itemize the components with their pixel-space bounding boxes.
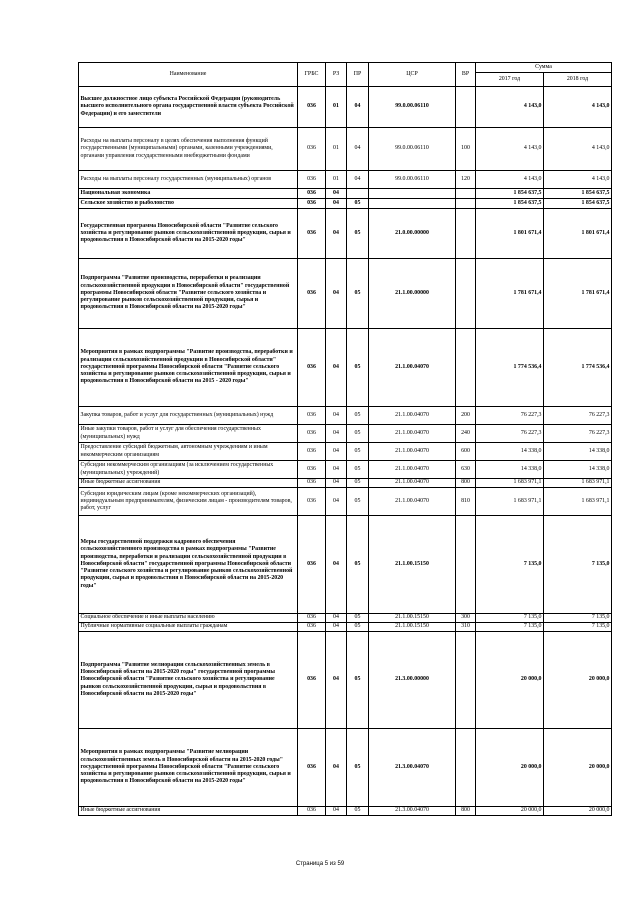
table-row [79,87,612,128]
cell-name: Расходы на выплаты персоналу в целях обеспечения выполнения функций государственными (муниципальными) органами, казенными учреждениями, органами управления государственными внебюджетными фондами [79,128,298,171]
cell-sum-2018: 1 854 637,5 [544,199,612,209]
cell-grbs: 036 [298,632,326,729]
cell-sum-2017: 20 000,0 [476,632,544,729]
cell-pr [347,189,369,199]
cell-vr [456,329,476,407]
cell-grbs: 036 [298,516,326,614]
cell-pr: 05 [347,407,369,425]
cell-csr: 99.0.00.06110 [369,87,456,128]
cell-csr: 99.0.00.06110 [369,171,456,189]
cell-rz: 04 [326,189,347,199]
cell-grbs: 036 [298,407,326,425]
budget-table [78,62,612,816]
cell-csr: 21.3.00.04070 [369,729,456,807]
cell-name: Меры государственной поддержки кадрового обеспечения сельскохозяйственного производства в рамках подпрограммы "Развитие производства, переработки и реализации сельскохозяйственной продукции в Новосибирской области" государственной программы Новосибирской области "Развитие сельского хозяйства и регулирование рынков сельскохозяйственной продукции, сырья и продовольствия в Новосибирской области на 2015-2020 годы" [79,516,298,614]
cell-grbs: 036 [298,623,326,632]
cell-sum-2017: 4 143,0 [476,128,544,171]
header-name: Наименование [79,63,298,87]
cell-sum-2017: 1 854 637,5 [476,199,544,209]
table-row [79,171,612,189]
cell-sum-2017: 1 801 671,4 [476,209,544,259]
cell-sum-2017: 4 143,0 [476,171,544,189]
header-vr: ВР [456,63,476,87]
cell-vr [456,189,476,199]
cell-rz: 04 [326,479,347,488]
cell-grbs: 036 [298,479,326,488]
table-row [79,516,612,614]
cell-name: Мероприятия в рамках подпрограммы "Развитие мелиорации сельскохозяйственных земель в Новосибирской области на 2015-2020 годы" государственной программы Новосибирской области "Развитие сельского хозяйства и регулирование рынков сельскохозяйственной продукции, сырья и продовольствия в Новосибирской области на 2015-2020 годы" [79,729,298,807]
cell-rz: 04 [326,632,347,729]
cell-vr [456,632,476,729]
cell-name: Сельское хозяйство и рыболовство [79,199,298,209]
cell-rz: 01 [326,128,347,171]
cell-sum-2018: 14 338,0 [544,461,612,479]
cell-name: Иные закупки товаров, работ и услуг для обеспечения государственных (муниципальных) нужд [79,425,298,443]
cell-sum-2018: 7 135,0 [544,623,612,632]
cell-rz: 04 [326,488,347,516]
cell-csr: 21.1.00.04070 [369,488,456,516]
header-sum: Сумма [476,63,612,73]
cell-vr: 600 [456,443,476,461]
table-row [79,807,612,816]
cell-sum-2017: 7 135,0 [476,614,544,623]
page-footer: Страница 5 из 59 [295,861,345,867]
cell-vr [456,209,476,259]
cell-csr: 21.0.00.00000 [369,209,456,259]
cell-pr: 05 [347,479,369,488]
table-row [79,488,612,516]
cell-csr: 21.1.00.04070 [369,443,456,461]
cell-vr: 310 [456,623,476,632]
header-grbs: ГРБС [298,63,326,87]
cell-sum-2017: 1 781 671,4 [476,259,544,329]
cell-pr: 05 [347,632,369,729]
cell-csr: 21.1.00.04070 [369,425,456,443]
cell-grbs: 036 [298,488,326,516]
cell-vr: 240 [456,425,476,443]
cell-rz: 04 [326,209,347,259]
cell-sum-2018: 1 683 971,1 [544,488,612,516]
cell-sum-2017: 14 338,0 [476,461,544,479]
table-row [79,614,612,623]
cell-sum-2018: 76 227,3 [544,407,612,425]
cell-name: Социальное обеспечение и иные выплаты населению [79,614,298,623]
cell-pr: 05 [347,516,369,614]
cell-sum-2017: 7 135,0 [476,516,544,614]
cell-name: Государственная программа Новосибирской области "Развитие сельского хозяйства и регулирование рынков сельскохозяйственной продукции, сырья и продовольствия в Новосибирской области на 2015-2020 годы" [79,209,298,259]
table-row [79,729,612,807]
cell-sum-2018: 14 338,0 [544,443,612,461]
cell-vr: 120 [456,171,476,189]
cell-pr: 05 [347,199,369,209]
cell-name: Субсидии юридическим лицам (кроме некоммерческих организаций), индивидуальным предпринимателям, физическим лицам - производителям товаров, работ, услуг [79,488,298,516]
cell-vr: 630 [456,461,476,479]
cell-pr: 05 [347,614,369,623]
cell-sum-2018: 1 801 671,4 [544,209,612,259]
cell-pr: 04 [347,87,369,128]
cell-rz: 04 [326,425,347,443]
cell-grbs: 036 [298,209,326,259]
cell-name: Публичные нормативные социальные выплаты гражданам [79,623,298,632]
cell-name: Высшее должностное лицо субъекта Российской Федерации (руководитель высшего исполнительного органа государственной власти субъекта Российской Федерации) и его заместители [79,87,298,128]
cell-sum-2018: 4 143,0 [544,128,612,171]
header-rz: РЗ [326,63,347,87]
table-row [79,329,612,407]
cell-sum-2017: 14 338,0 [476,443,544,461]
cell-name: Подпрограмма "Развитие мелиорации сельскохозяйственных земель в Новосибирской области на 2015-2020 годы" государственной программы Новосибирской области "Развитие сельского хозяйства и регулирование рынков сельскохозяйственной продукции, сырья и продовольствия в Новосибирской области на 2015-2020 годы" [79,632,298,729]
cell-vr [456,259,476,329]
cell-name: Национальная экономика [79,189,298,199]
cell-rz: 04 [326,461,347,479]
cell-grbs: 036 [298,128,326,171]
cell-sum-2017: 1 683 971,1 [476,488,544,516]
cell-csr [369,189,456,199]
header-year-2017: 2017 год [476,73,544,87]
cell-csr: 21.1.00.04070 [369,407,456,425]
table-body [79,87,612,816]
cell-vr: 300 [456,614,476,623]
cell-name: Мероприятия в рамках подпрограммы "Развитие производства, переработки и реализации сельскохозяйственной продукции в Новосибирской области" государственной программы Новосибирской области "Развитие сельского хозяйства и регулирование рынков сельскохозяйственной продукции, сырья и продовольствия в Новосибирской области на 2015 - 2020 годы" [79,329,298,407]
cell-pr: 05 [347,425,369,443]
cell-pr: 04 [347,171,369,189]
cell-pr: 05 [347,488,369,516]
cell-rz: 04 [326,259,347,329]
table-row [79,443,612,461]
table-row [79,199,612,209]
cell-sum-2018: 4 143,0 [544,171,612,189]
cell-sum-2018: 1 683 971,1 [544,479,612,488]
table-row [79,461,612,479]
cell-csr: 21.1.00.04070 [369,461,456,479]
cell-sum-2018: 1 854 637,5 [544,189,612,199]
cell-rz: 04 [326,807,347,816]
cell-pr: 04 [347,128,369,171]
header-year-2018: 2018 год [544,73,612,87]
cell-grbs: 036 [298,87,326,128]
table-row [79,479,612,488]
cell-sum-2018: 20 000,0 [544,729,612,807]
cell-csr [369,199,456,209]
table-row [79,128,612,171]
cell-csr: 21.1.00.15150 [369,516,456,614]
cell-name: Субсидии некоммерческим организациям (за исключением государственных (муниципальных) учреждений) [79,461,298,479]
cell-vr: 800 [456,807,476,816]
cell-pr: 05 [347,461,369,479]
cell-csr: 99.0.00.06110 [369,128,456,171]
cell-vr [456,516,476,614]
cell-grbs: 036 [298,329,326,407]
cell-sum-2018: 1 781 671,4 [544,259,612,329]
cell-csr: 21.1.00.00000 [369,259,456,329]
table-row [79,259,612,329]
cell-sum-2017: 76 227,3 [476,407,544,425]
cell-name: Иные бюджетные ассигнования [79,807,298,816]
cell-name: Предоставление субсидий бюджетным, автономным учреждениям и иным некоммерческим организациям [79,443,298,461]
cell-sum-2018: 4 143,0 [544,87,612,128]
cell-csr: 21.3.00.00000 [369,632,456,729]
cell-csr: 21.3.00.04070 [369,807,456,816]
table-row [79,407,612,425]
cell-csr: 21.1.00.04070 [369,329,456,407]
table-row [79,209,612,259]
cell-pr: 05 [347,623,369,632]
cell-pr: 05 [347,329,369,407]
cell-vr [456,87,476,128]
cell-rz: 04 [326,729,347,807]
cell-rz: 04 [326,329,347,407]
cell-grbs: 036 [298,807,326,816]
cell-sum-2017: 1 854 637,5 [476,189,544,199]
cell-rz: 04 [326,407,347,425]
cell-grbs: 036 [298,189,326,199]
cell-sum-2018: 7 135,0 [544,516,612,614]
cell-sum-2018: 1 774 536,4 [544,329,612,407]
cell-pr: 05 [347,729,369,807]
cell-sum-2017: 7 135,0 [476,623,544,632]
table-row [79,425,612,443]
cell-sum-2017: 1 683 971,1 [476,479,544,488]
cell-sum-2017: 1 774 536,4 [476,329,544,407]
cell-pr: 05 [347,209,369,259]
cell-rz: 04 [326,199,347,209]
cell-name: Иные бюджетные ассигнования [79,479,298,488]
cell-rz: 04 [326,443,347,461]
cell-sum-2017: 20 000,0 [476,807,544,816]
cell-grbs: 036 [298,614,326,623]
cell-csr: 21.1.00.15150 [369,614,456,623]
cell-sum-2018: 20 000,0 [544,807,612,816]
cell-sum-2017: 20 000,0 [476,729,544,807]
cell-vr: 810 [456,488,476,516]
cell-rz: 04 [326,623,347,632]
cell-sum-2018: 20 000,0 [544,632,612,729]
header-csr: ЦСР [369,63,456,87]
cell-name: Расходы на выплаты персоналу государственных (муниципальных) органов [79,171,298,189]
cell-grbs: 036 [298,199,326,209]
cell-sum-2017: 76 227,3 [476,425,544,443]
cell-vr: 800 [456,479,476,488]
cell-vr [456,199,476,209]
table-row [79,189,612,199]
cell-csr: 21.1.00.15150 [369,623,456,632]
cell-rz: 01 [326,171,347,189]
cell-rz: 01 [326,87,347,128]
cell-grbs: 036 [298,425,326,443]
table-row [79,632,612,729]
cell-pr: 05 [347,443,369,461]
cell-sum-2018: 76 227,3 [544,425,612,443]
cell-grbs: 036 [298,443,326,461]
cell-pr: 05 [347,807,369,816]
cell-sum-2018: 7 135,0 [544,614,612,623]
cell-pr: 05 [347,259,369,329]
cell-vr: 200 [456,407,476,425]
header-pr: ПР [347,63,369,87]
cell-name: Закупка товаров, работ и услуг для государственных (муниципальных) нужд [79,407,298,425]
cell-vr: 100 [456,128,476,171]
cell-sum-2017: 4 143,0 [476,87,544,128]
cell-csr: 21.1.00.04070 [369,479,456,488]
cell-grbs: 036 [298,729,326,807]
cell-rz: 04 [326,614,347,623]
cell-vr [456,729,476,807]
cell-grbs: 036 [298,259,326,329]
cell-name: Подпрограмма "Развитие производства, переработки и реализации сельскохозяйственной продукции в Новосибирской области" государственной программы Новосибирской области "Развитие сельского хозяйства и регулирование рынков сельскохозяйственной продукции, сырья и продовольствия в Новосибирской области на 2015-2020 годы" [79,259,298,329]
cell-rz: 04 [326,516,347,614]
table-row [79,623,612,632]
cell-grbs: 036 [298,461,326,479]
cell-grbs: 036 [298,171,326,189]
